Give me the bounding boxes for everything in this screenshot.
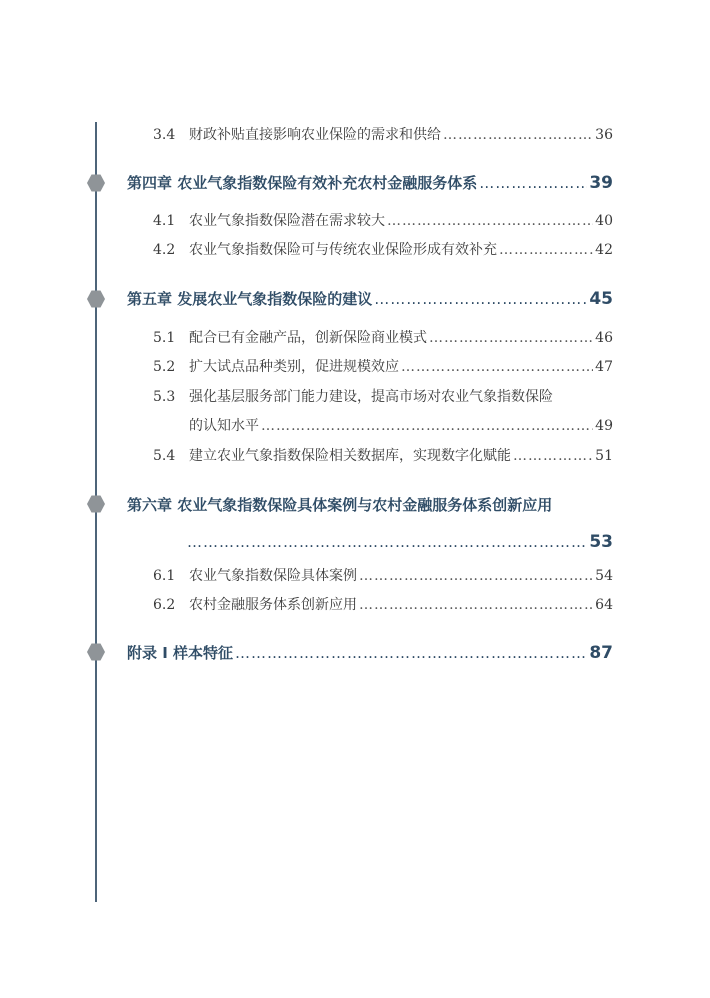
page-number: 46 — [595, 330, 613, 346]
leader-dots — [235, 644, 587, 662]
page-number: 51 — [595, 448, 613, 464]
toc-entry-5-3-line1[interactable] — [153, 386, 613, 406]
page-number: 42 — [595, 242, 613, 258]
page-number: 36 — [595, 127, 613, 143]
page-number: 49 — [595, 418, 613, 434]
toc-entry-4-1[interactable] — [153, 210, 613, 230]
section-number: 5.3 — [153, 389, 176, 405]
section-title: 建立农业气象指数保险相关数据库，实现数字化赋能 — [189, 448, 511, 464]
page-number: 54 — [595, 568, 613, 584]
toc-entry-5-1[interactable] — [153, 327, 613, 347]
section-title: 配合已有金融产品，创新保险商业模式 — [189, 330, 427, 346]
toc-entry-6-2[interactable] — [153, 594, 613, 614]
leader-dots — [479, 174, 587, 192]
leader-dots — [387, 213, 593, 229]
chapter-title: 第五章 发展农业气象指数保险的建议 — [127, 290, 373, 308]
toc-entry-5-4[interactable] — [153, 445, 613, 465]
page-number: 87 — [589, 643, 613, 663]
section-number: 5.4 — [153, 448, 176, 464]
chapter-marker-icon — [87, 495, 105, 513]
section-title: 农业气象指数保险潜在需求较大 — [189, 213, 385, 229]
section-title: 农村金融服务体系创新应用 — [189, 597, 357, 613]
page-number: 40 — [595, 213, 613, 229]
toc-entry-4-2[interactable] — [153, 239, 613, 259]
page-number: 64 — [595, 597, 613, 613]
page-number: 39 — [589, 173, 613, 193]
toc-entry-5-2[interactable] — [153, 356, 613, 376]
toc-chapter-4[interactable] — [127, 172, 613, 193]
section-number: 5.2 — [153, 359, 176, 375]
leader-dots — [374, 290, 587, 308]
toc-entry-3-4[interactable] — [153, 124, 613, 144]
section-title-continued: 的认知水平 — [189, 418, 259, 434]
section-number: 5.1 — [153, 330, 176, 346]
leader-dots — [187, 533, 587, 551]
chapter-marker-icon — [87, 643, 105, 661]
toc-chapter-6-page[interactable] — [185, 532, 613, 552]
leader-dots — [429, 330, 593, 346]
section-title: 强化基层服务部门能力建设，提高市场对农业气象指数保险 — [189, 389, 553, 405]
leader-dots — [359, 597, 593, 613]
toc-entry-5-3-line2[interactable] — [153, 415, 613, 435]
section-title: 扩大试点品种类别，促进规模效应 — [189, 359, 399, 375]
appendix-title: 附录 I 样本特征 — [127, 644, 234, 662]
section-number: 3.4 — [153, 127, 176, 143]
leader-dots — [359, 568, 593, 584]
page-number: 53 — [589, 532, 613, 552]
chapter-title: 第四章 农业气象指数保险有效补充农村金融服务体系 — [127, 174, 478, 192]
section-title: 农业气象指数保险可与传统农业保险形成有效补充 — [189, 242, 497, 258]
section-title: 财政补贴直接影响农业保险的需求和供给 — [189, 127, 441, 143]
leader-dots — [401, 359, 593, 375]
chapter-title: 第六章 农业气象指数保险具体案例与农村金融服务体系创新应用 — [127, 496, 553, 514]
leader-dots — [499, 242, 593, 258]
page-number: 47 — [595, 359, 613, 375]
toc-chapter-5[interactable] — [127, 288, 613, 309]
leader-dots — [513, 448, 593, 464]
section-title: 农业气象指数保险具体案例 — [189, 568, 357, 584]
toc-appendix-1[interactable] — [127, 642, 613, 663]
leader-dots — [443, 127, 593, 143]
chapter-marker-icon — [87, 174, 105, 192]
chapter-marker-icon — [87, 290, 105, 308]
toc-chapter-6-title[interactable] — [127, 494, 613, 515]
toc-entry-6-1[interactable] — [153, 565, 613, 585]
page-number: 45 — [589, 289, 613, 309]
section-number: 4.2 — [153, 242, 176, 258]
leader-dots — [261, 418, 593, 434]
section-number: 6.1 — [153, 568, 176, 584]
section-number: 6.2 — [153, 597, 176, 613]
section-number: 4.1 — [153, 213, 176, 229]
